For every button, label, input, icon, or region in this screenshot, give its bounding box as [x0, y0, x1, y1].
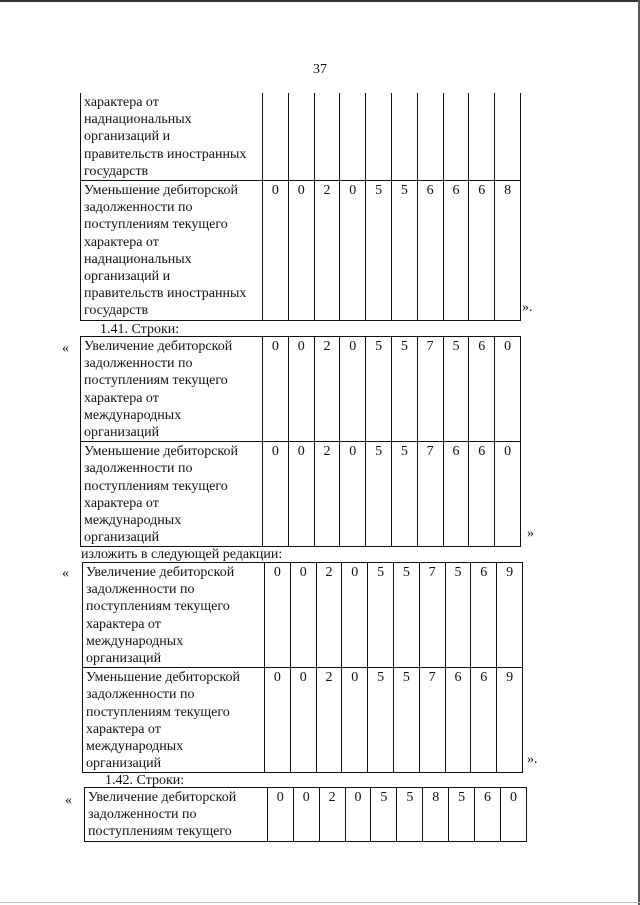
code-digit-cell: 6 [469, 442, 495, 547]
row-label-line: Уменьшение дебиторской [84, 444, 239, 460]
closing-quote: » [527, 526, 534, 541]
row-label [83, 668, 265, 773]
row-label-line: Уменьшение дебиторской [86, 670, 241, 686]
row-label-line: организаций [86, 756, 162, 772]
code-digit-cell: 5 [391, 337, 417, 442]
code-digit-cell: 5 [449, 788, 475, 842]
row-label-line: характера от [84, 495, 159, 511]
row-label-line: задолженности по [86, 582, 195, 598]
code-digit-cell: 0 [340, 181, 366, 321]
code-digit-cell: 7 [417, 442, 443, 547]
row-label-line: международных [86, 739, 184, 755]
table-row [81, 337, 521, 442]
row-label-line: поступлениям текущего [86, 704, 230, 720]
row-label-line: характера от [84, 95, 159, 110]
row-label-line: Увеличение дебиторской [86, 565, 235, 580]
row-label-line: поступлениям текущего [84, 373, 228, 389]
code-digit-cell: 5 [397, 788, 423, 842]
row-label-line: правительств иностранных [84, 146, 247, 162]
code-digit-cell [443, 93, 469, 181]
row-label-line: задолженности по [84, 200, 193, 216]
closing-quote: ». [527, 752, 538, 767]
row-label-line: наднациональных [84, 251, 192, 267]
code-digit-cell: 2 [319, 788, 345, 842]
code-digit-cell [263, 93, 289, 181]
row-label-line: Уменьшение дебиторской [84, 183, 239, 199]
code-digit-cell: 5 [366, 337, 392, 442]
row-label [81, 93, 263, 181]
section-heading-1-42: 1.42. Строки: [105, 773, 185, 788]
row-label [85, 788, 268, 842]
row-label-line: поступлениям текущего [84, 217, 228, 233]
code-digit-cell: 6 [443, 442, 469, 547]
code-digit-cell: 0 [265, 563, 291, 668]
code-digit-cell: 6 [445, 668, 471, 773]
code-digit-cell: 0 [267, 788, 293, 842]
code-digit-cell: 0 [265, 668, 291, 773]
opening-quote: « [62, 341, 69, 356]
row-label-line: характера от [86, 616, 161, 632]
row-label-line: задолженности по [86, 687, 195, 703]
code-digit-cell [417, 93, 443, 181]
code-digit-cell [314, 93, 340, 181]
code-digit-cell: 5 [391, 442, 417, 547]
code-digit-cell: 5 [371, 788, 397, 842]
code-digit-cell: 5 [366, 181, 392, 321]
row-label-line: характера от [84, 234, 159, 250]
row-label-line: международных [86, 633, 184, 649]
row-label-line: организаций [86, 651, 162, 667]
code-digit-cell [288, 93, 314, 181]
code-digit-cell: 0 [500, 788, 526, 842]
table-row [83, 563, 523, 668]
code-digit-cell: 0 [263, 442, 289, 547]
code-digit-cell: 6 [443, 181, 469, 321]
code-digit-cell [495, 93, 521, 181]
scan-edge-bottom [0, 902, 640, 903]
row-label-line: поступлениям текущего [86, 599, 230, 615]
scan-edge-top [0, 0, 640, 2]
closing-quote: ». [522, 300, 533, 315]
row-label [81, 181, 263, 321]
opening-quote: « [62, 566, 69, 581]
code-digit-cell: 8 [495, 181, 521, 321]
code-digit-cell: 6 [469, 181, 495, 321]
row-label-line: поступлениям текущего [84, 478, 228, 494]
row-label-line: характера от [86, 721, 161, 737]
code-digit-cell: 5 [393, 668, 419, 773]
code-digit-cell: 0 [342, 668, 368, 773]
code-digit-cell: 6 [417, 181, 443, 321]
code-digit-cell: 5 [445, 563, 471, 668]
row-label-line: задолженности по [88, 807, 197, 823]
code-digit-cell: 0 [263, 337, 289, 442]
code-digit-cell: 6 [469, 337, 495, 442]
row-label-line: наднациональных [84, 112, 192, 128]
row-label-line: задолженности по [84, 356, 193, 372]
code-digit-cell: 0 [340, 442, 366, 547]
code-digit-cell: 2 [316, 668, 342, 773]
edit-instruction: изложить в следующей редакции: [81, 547, 283, 562]
code-digit-cell: 5 [366, 442, 392, 547]
code-digit-cell: 0 [288, 442, 314, 547]
code-digit-cell: 5 [393, 563, 419, 668]
code-digit-cell: 0 [342, 563, 368, 668]
table-row [81, 442, 521, 547]
codes-table-1-42 [84, 787, 527, 842]
code-digit-cell: 6 [471, 563, 497, 668]
table-row [83, 668, 523, 773]
codes-table-continued [80, 93, 521, 321]
row-label-line: государств [84, 303, 149, 319]
code-digit-cell: 5 [368, 563, 394, 668]
codes-table-1-41-new [82, 562, 523, 773]
code-digit-cell: 5 [391, 181, 417, 321]
code-digit-cell: 0 [495, 337, 521, 442]
code-digit-cell: 5 [443, 337, 469, 442]
codes-table-1-41-old [80, 336, 521, 547]
row-label-line: организаций и [84, 129, 171, 145]
code-digit-cell: 0 [345, 788, 371, 842]
code-digit-cell: 8 [423, 788, 449, 842]
code-digit-cell: 2 [316, 563, 342, 668]
row-label-line: организаций [84, 425, 160, 441]
row-label-line: организаций [84, 530, 160, 546]
section-heading-1-41: 1.41. Строки: [100, 322, 180, 337]
page-number: 37 [313, 62, 327, 77]
code-digit-cell: 6 [471, 668, 497, 773]
row-label-line: Увеличение дебиторской [84, 339, 233, 354]
row-label [81, 442, 263, 547]
code-digit-cell: 2 [314, 181, 340, 321]
row-label [81, 337, 263, 442]
table-row [85, 788, 527, 842]
code-digit-cell: 0 [340, 337, 366, 442]
code-digit-cell: 0 [290, 668, 316, 773]
table-row [81, 181, 521, 321]
code-digit-cell: 0 [288, 181, 314, 321]
table-row [81, 93, 521, 181]
code-digit-cell: 0 [290, 563, 316, 668]
code-digit-cell: 0 [495, 442, 521, 547]
opening-quote: « [65, 793, 72, 808]
row-label-line: Увеличение дебиторской [88, 790, 237, 805]
code-digit-cell: 2 [314, 442, 340, 547]
row-label-line: организаций и [84, 269, 171, 285]
row-label-line: государств [84, 163, 149, 179]
code-digit-cell: 7 [419, 563, 445, 668]
row-label-line: правительств иностранных [84, 286, 247, 302]
code-digit-cell [391, 93, 417, 181]
code-digit-cell: 6 [475, 788, 501, 842]
code-digit-cell [366, 93, 392, 181]
code-digit-cell: 9 [497, 668, 523, 773]
row-label [83, 563, 265, 668]
code-digit-cell: 7 [419, 668, 445, 773]
code-digit-cell: 9 [497, 563, 523, 668]
row-label-line: поступлениям текущего [88, 824, 232, 840]
code-digit-cell: 5 [368, 668, 394, 773]
row-label-line: задолженности по [84, 461, 193, 477]
code-digit-cell [469, 93, 495, 181]
code-digit-cell [340, 93, 366, 181]
code-digit-cell: 2 [314, 337, 340, 442]
row-label-line: характера от [84, 390, 159, 406]
row-label-line: международных [84, 407, 182, 423]
code-digit-cell: 7 [417, 337, 443, 442]
code-digit-cell: 0 [263, 181, 289, 321]
code-digit-cell: 0 [293, 788, 319, 842]
code-digit-cell: 0 [288, 337, 314, 442]
row-label-line: международных [84, 513, 182, 529]
